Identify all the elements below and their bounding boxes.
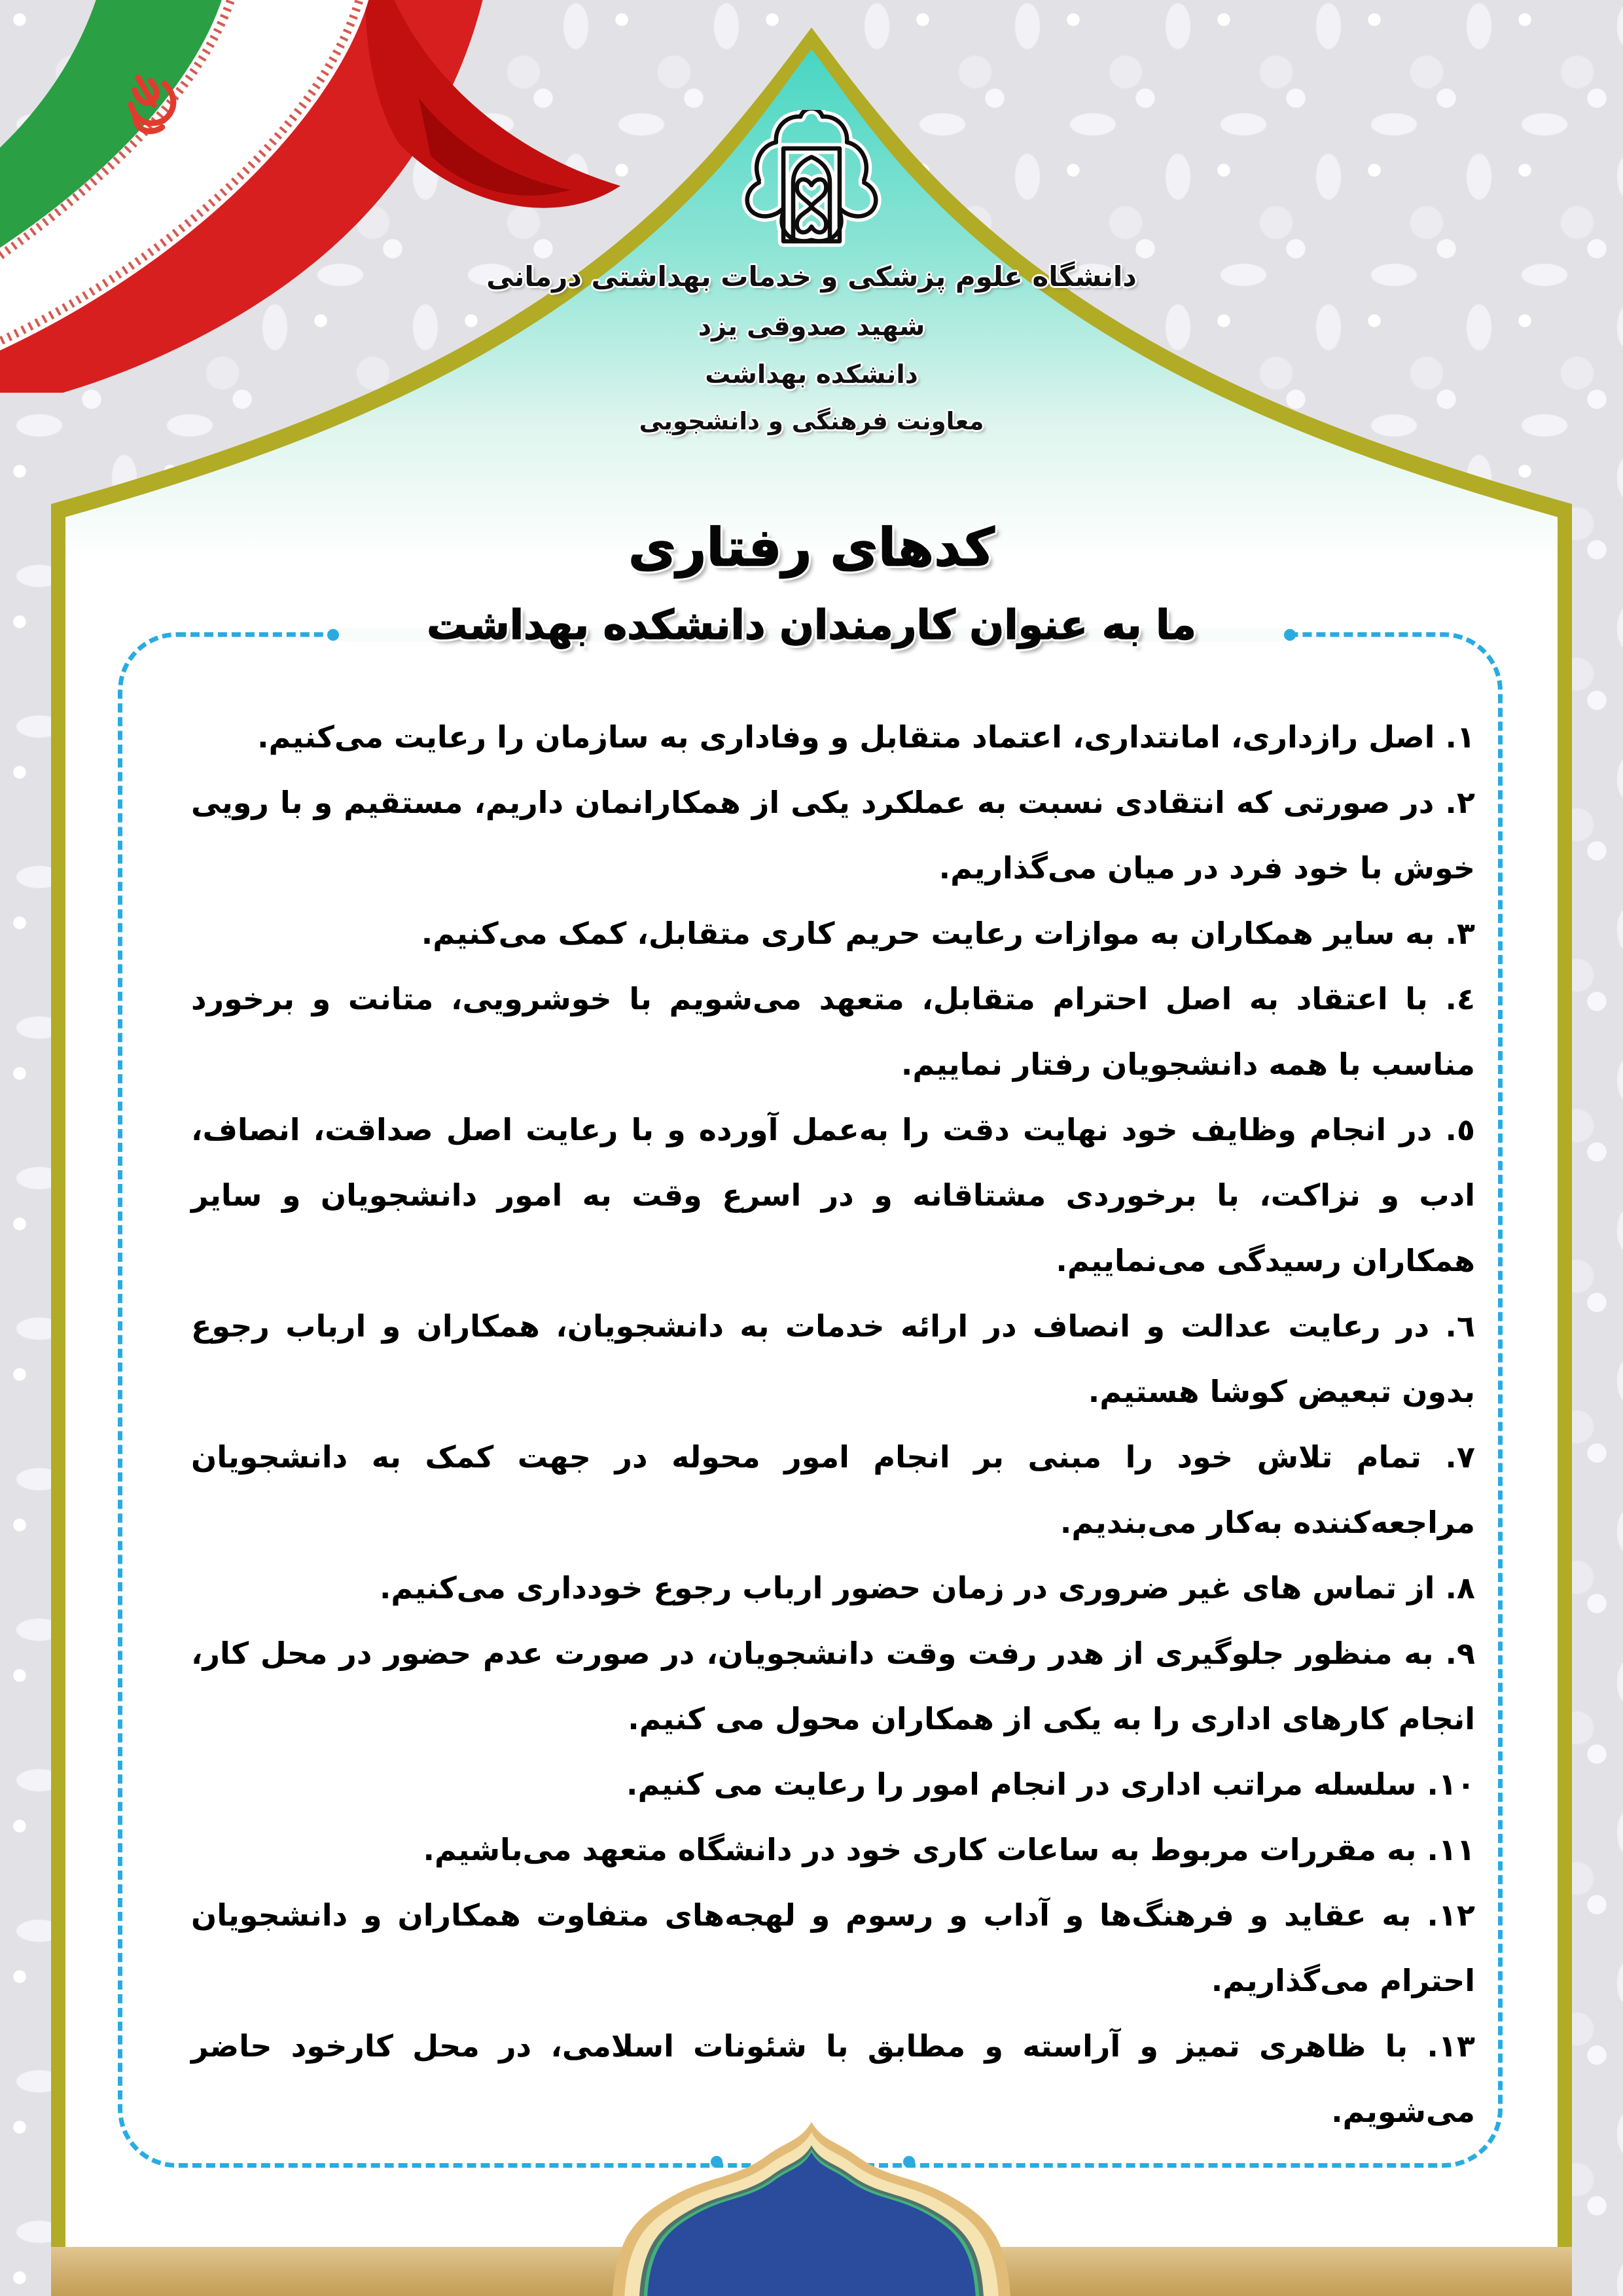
org-line-shahid-sadoughi: شهید صدوقی یزد xyxy=(698,312,925,342)
page-subtitle: ما به عنوان کارمندان دانشکده بهداشت xyxy=(427,601,1196,649)
gold-rim-right xyxy=(1558,779,1572,2296)
code-item-13: ۱۳. با ظاهری تمیز و آراسته و مطابق با شئونات اسلامی، در محل کارخود حاضر می‌شویم. xyxy=(191,2028,1475,2129)
org-line-deputy: معاونت فرهنگی و دانشجویی xyxy=(639,407,984,435)
dome-blue-fill xyxy=(647,2153,976,2296)
code-item-10: ۱۰. سلسله مراتب اداری در انجام امور را رعایت می کنیم. xyxy=(626,1767,1475,1802)
gold-rim-left xyxy=(51,779,65,2296)
code-item-8: ۸. از تماس های غیر ضروری در زمان حضور ارباب رجوع خودداری می‌کنیم. xyxy=(379,1570,1475,1605)
code-item-1: ۱. اصل رازداری، امانتداری، اعتماد متقابل و وفاداری به سازمان را رعایت می‌کنیم. xyxy=(257,719,1475,755)
dash-endpoint-dot xyxy=(327,629,339,641)
code-item-11: ۱۱. به مقررات مربوط به ساعات کاری خود در دانشگاه متعهد می‌باشیم. xyxy=(423,1832,1475,1867)
dome-ornament-icon xyxy=(609,2118,1014,2296)
code-item-12: ۱۲. به عقاید و فرهنگ‌ها و آداب و رسوم و لهجه‌های متفاوت همکاران و دانشجویان احترام می‌گذاریم. xyxy=(191,1897,1475,1998)
org-line-university: دانشگاه علوم پزشکی و خدمات بهداشتی درمانی xyxy=(486,260,1137,293)
code-item-9: ۹. به منظور جلوگیری از هدر رفت وقت دانشجویان، در صورت عدم حضور در محل کار، انجام کارهای اداری را به یکی از همکاران محول می کنیم. xyxy=(191,1636,1475,1736)
org-line-faculty: دانشکده بهداشت xyxy=(705,360,918,389)
university-emblem-icon xyxy=(738,110,885,257)
codes-list xyxy=(191,704,1475,2144)
code-item-5: ٥. در انجام وظایف خود نهایت دقت را به‌عمل آورده و با رعایت اصل صداقت، انصاف، ادب و نزاکت، با برخوردی مشتاقانه و در اسرع وقت به امور دانشجویان و سایر همکاران رسیدگی می‌نماییم. xyxy=(191,1112,1475,1278)
code-item-7: ۷. تمام تلاش خود را مبنی بر انجام امور محوله در جهت کمک به دانشجویان مراجعه‌کننده به‌کار می‌بندیم. xyxy=(191,1439,1475,1540)
code-item-4: ٤. با اعتقاد به اصل احترام متقابل، متعهد می‌شویم با خوشرویی، متانت و برخورد مناسب با همه دانشجویان رفتار نماییم. xyxy=(191,981,1475,1082)
code-item-2: ۲. در صورتی که انتقادی نسبت به عملکرد یکی از همکارانمان داریم، مستقیم و با رویی خوش با خود فرد در میان می‌گذاریم. xyxy=(191,785,1475,886)
dash-endpoint-dot xyxy=(1284,629,1296,641)
code-item-6: ٦. در رعایت عدالت و انصاف در ارائه خدمات به دانشجویان، همکاران و ارباب رجوع بدون تبعیض کوشا هستیم. xyxy=(191,1308,1475,1409)
page-title: کدهای رفتاری xyxy=(628,517,995,578)
code-item-3: ۳. به سایر همکاران به موازات رعایت حریم کاری متقابل، کمک می‌کنیم. xyxy=(421,916,1475,951)
